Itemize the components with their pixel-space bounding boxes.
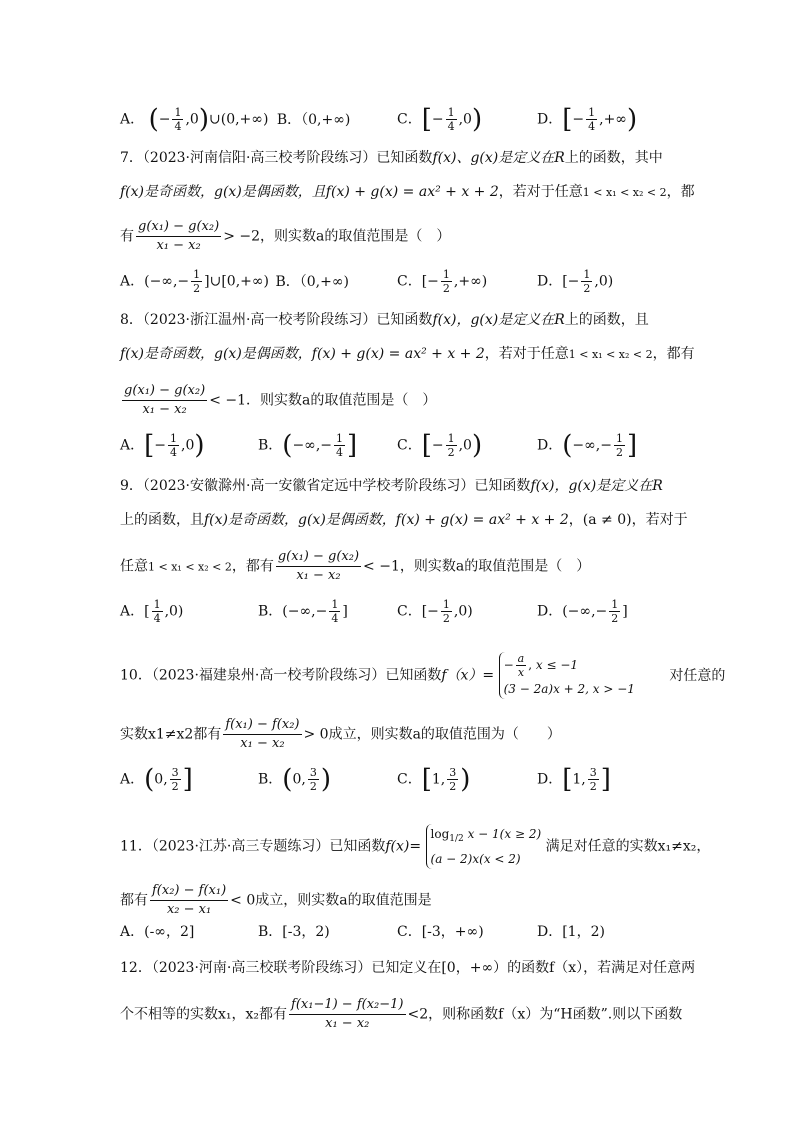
- q8-option-c: C．[− $\frac{1}{2}$ ,0): [397, 430, 483, 461]
- q6-option-d: D．[− $\frac{1}{4}$ ,+∞): [537, 104, 638, 135]
- q7-options: A．(−∞,− $\frac{1}{2}$ ]∪[0,+∞) B．（0,+∞): [120, 268, 349, 295]
- q7-option-c: C．[− $\frac{1}{2}$ ,+∞): [397, 268, 488, 295]
- q8-line3: $\frac{\text{g(x₁) − g(x₂)}}{\text{x₁ − x₂}}$ < −1．则实数a的取值范围是（ ）: [124, 383, 437, 417]
- q10-option-a: A．(0, $\frac{3}{2}$ ]: [120, 764, 193, 795]
- q10-option-d: D．[1, $\frac{3}{2}$ ]: [537, 764, 611, 795]
- q10-line2: 实数x1≠x2都有 $\frac{\text{f(x₁) − f(x₂)}}{\text{x₁ − x₂}}$ > 0成立，则实数a的取值范围为（ ）: [120, 717, 561, 751]
- q11-piecewise: $\log_{1/2} x - 1(x \ge 2)$ (a − 2)x(x < 2): [426, 824, 542, 869]
- q8-option-d: D．(−∞,− $\frac{1}{2}$ ]: [537, 430, 638, 461]
- q10-option-c: C．[1, $\frac{3}{2}$ ): [397, 764, 471, 795]
- q9-stem: 9．（2023·安徽滁州·高一安徽省定远中学校考阶段练习）已知函数f(x)，g(x)是定义在R: [120, 478, 663, 494]
- q10-piecewise: − $\frac{a}{x}$ , x ≤ −1 (3 − 2a)x + 2, x > −1: [499, 652, 635, 699]
- q8-stem: 8．（2023·浙江温州·高一校考阶段练习）已知函数f(x)，g(x)是定义在R上的函数，且: [120, 312, 649, 328]
- q8-option-a: A．[− $\frac{1}{4}$ ,0): [120, 430, 205, 461]
- q12-line2: 个不相等的实数x₁，x₂都有 $\frac{\text{f(x₁−1) − f(x₂−1)}}{\text{x₁ − x₂}}$ <2，则称函数f（x）为“H函数”.则以下函数: [120, 997, 683, 1031]
- q8-option-b: B．(−∞,− $\frac{1}{4}$ ]: [258, 430, 358, 461]
- q6-option-c: C．[− $\frac{1}{4}$ ,0): [397, 104, 483, 135]
- q12-stem: 12．（2023·河南·高三校联考阶段练习）已知定义在[0，+∞）的函数f（x），若满足对任意两: [120, 960, 696, 976]
- q10-stem: 10．（2023·福建泉州·高一校考阶段练习）已知函数f（x）= − $\frac{a}{x}$ , x ≤ −1 (3 − 2a)x + 2, x > −1 对任意的: [120, 652, 725, 699]
- q7-line2: f(x)是奇函数，g(x)是偶函数，且f(x) + g(x) = ax² + x + 2，若对于任意1 < x₁ < x₂ < 2，都: [120, 184, 695, 200]
- q11-option-b: B．[-3，2): [258, 924, 330, 940]
- q11-option-c: C．[-3，+∞): [397, 924, 484, 940]
- q7-stem: 7．（2023·河南信阳·高三校考阶段练习）已知函数f(x)、g(x)是定义在R上的函数，其中: [120, 150, 663, 166]
- q11-option-a: A．(-∞，2]: [120, 924, 195, 940]
- q9-line2: 上的函数，且f(x)是奇函数，g(x)是偶函数，f(x) + g(x) = ax² + x + 2，(a ≠ 0)，若对于: [120, 512, 688, 528]
- q10-option-b: B．(0, $\frac{3}{2}$ ): [258, 764, 331, 795]
- q7-option-d: D．[− $\frac{1}{2}$ ,0): [537, 268, 614, 295]
- q9-option-d: D．(−∞,− $\frac{1}{2}$ ]: [537, 598, 628, 625]
- q6-options: A． (− $\frac{1}{4}$ ,0)∪(0,+∞) B．（0,+∞): [120, 104, 351, 135]
- q9-option-b: B．(−∞,− $\frac{1}{4}$ ]: [258, 598, 348, 625]
- q7-line3: 有 $\frac{\text{g(x₁) − g(x₂)}}{\text{x₁ − x₂}}$ > −2，则实数a的取值范围是（ ）: [120, 219, 451, 253]
- q9-option-c: C．[− $\frac{1}{2}$ ,0): [397, 598, 473, 625]
- q11-stem: 11．（2023·江苏·高三专题练习）已知函数f(x)= $\log_{1/2} x - 1(x \ge 2)$ (a − 2)x(x < 2) 满足对任意的实数x₁≠x₂，: [120, 824, 710, 869]
- q9-line3: 任意1 < x₁ < x₂ < 2，都有 $\frac{\text{g(x₁) − g(x₂)}}{\text{x₁ − x₂}}$ < −1，则实数a的取值范围是（ ）: [120, 549, 591, 583]
- q11-option-d: D．[1，2): [537, 924, 605, 940]
- q8-line2: f(x)是奇函数，g(x)是偶函数，f(x) + g(x) = ax² + x + 2，若对于任意1 < x₁ < x₂ < 2，都有: [120, 346, 695, 362]
- q9-option-a: A．[ $\frac{1}{4}$ ,0): [120, 598, 184, 625]
- q11-line2: 都有 $\frac{\text{f(x₂) − f(x₁)}}{\text{x₂ − x₁}}$ < 0成立，则实数a的取值范围是: [120, 883, 432, 917]
